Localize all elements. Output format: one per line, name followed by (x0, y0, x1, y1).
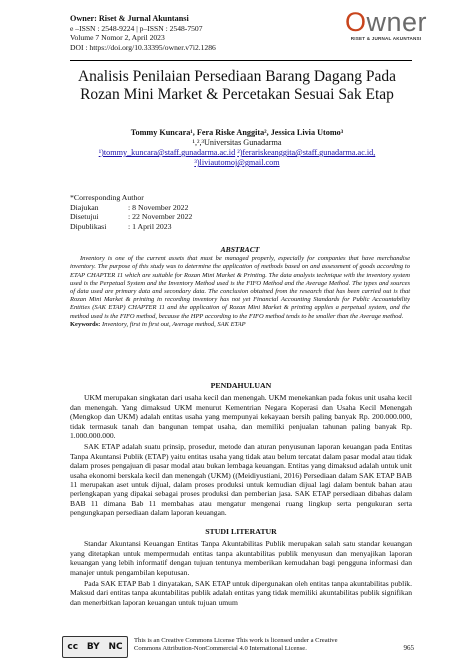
abstract-text: Inventory is one of the current assets that must be managed properly, especially for companies that have merchandise inventory. The purpose of this study was to determine the application of methods based on and assessment of goods according to ETAP CHAPTER 11 which are suitable for Rozan Mini Market & Printing. The data analysis technique with the inventory system used is the Perpetual System and the Inventory Method used is the FIFO Method and the Average Method. The types and sources of data used are primary data and secondary data. The conclusion obtained from the research that has been carried out is that Rozan Mini Market & printing in recording inventory has not yet Financial Accounting Standards for Public Accountability Entities (SAK ETAP) CHAPTER 11 and the application of Rozan Mini Market & printing applies a perpetual system, and the method used is the FIFO method, because the HPP according to the FIFO method tends to be smaller than the Average method. (70, 255, 410, 320)
correspondence-block (70, 193, 192, 231)
abstract-heading: ABSTRACT (220, 245, 260, 254)
author-email-3[interactable]: ³)liviautomoj@gmail.com (194, 158, 280, 167)
nc-icon: NC (108, 642, 123, 652)
affiliation: ¹,²,³Universitas Gunadarma (192, 138, 282, 147)
cc-icon: cc (67, 642, 79, 652)
page-footer (62, 634, 414, 658)
author-email-1[interactable]: ¹)tommy_kuncara@staff.gunadarma.ac.id (98, 148, 236, 157)
journal-header (70, 14, 216, 52)
date-row: Disetujui : 22 November 2022 (70, 212, 193, 222)
paragraph: UKM merupakan singkatan dari usaha kecil dan menengah. UKM menekankan pada fokus unit usaha kecil dan menengah. Yang dimaksud UKM menurut Kementrian Negara Koperasi dan Usaha Kecil Menengah (Mengkop dan UKM) adalah entitas usaha yang mempunyai kekayaan bersih paling banyak Rp. 200.000.000, tidak termasuk tanah dan bangunan tempat usaha, dan memiliki penjualan tahunan paling banyak Rp. 1.000.000.000. (70, 393, 412, 441)
paper-title: Analisis Penilaian Persediaan Barang Dagang Pada Rozan Mini Market & Percetakan Sesuai Sak Etap (77, 68, 397, 103)
journal-logo (338, 8, 434, 41)
logo-subtitle: RISET & JURNAL AKUNTANSI (350, 36, 422, 41)
doi-line: DOI : https://doi.org/10.33395/owner.v7i2.1286 (70, 42, 216, 52)
volume-line: Volume 7 Nomor 2, April 2023 (70, 33, 165, 43)
by-icon: BY (86, 642, 100, 652)
section-studi-literatur (70, 527, 412, 609)
author-block (60, 128, 414, 168)
abstract (70, 246, 410, 329)
date-row: Diajukan : 8 November 2022 (70, 202, 189, 212)
issn-line: e –ISSN : 2548-9224 | p–ISSN : 2548-7507 (70, 23, 203, 33)
date-row: Dipublikasi : 1 April 2023 (70, 221, 172, 231)
header-divider (70, 60, 412, 61)
page-number: 965 (403, 644, 414, 652)
keywords: Keywords: Inventory, first in first out, Average method, SAK ETAP (70, 320, 246, 328)
section-heading: PENDAHULUAN (210, 381, 272, 390)
corresponding-label: *Corresponding Author (70, 193, 144, 202)
license-text: This is an Creative Commons License This work is licensed under a Creative Commons Attribution-NonCommercial 4.0 International License. (134, 637, 338, 652)
journal-name: Owner: Riset & Jurnal Akuntansi (70, 14, 189, 23)
paragraph: Pada SAK ETAP Bab 1 dinyatakan, SAK ETAP untuk dipergunakan oleh entitas tanpa akuntabilitas publik. Maksud dari entitas tanpa akuntabilitas publik adalah entitas yang tidak memiliki akuntabilitas publik signifikan dan menerbitkan laporan keuangan untuk tujuan umum (70, 579, 412, 607)
section-pendahuluan (70, 381, 412, 520)
logo-o: O (344, 7, 367, 37)
paragraph: Standar Akuntansi Keuangan Entitas Tanpa Akuntabilitas Publik merupakan salah satu standar keuangan yang ditetapkan untuk mempermudah entitas tanpa akuntabilitas publik menyusun dan menyajikan laporan keuangan yang lebih informatif dengan tujuan tentunya memberikan kemudahan bagi pengguna informasi dan manajer untuk pengambilan keputusan. (70, 539, 412, 577)
section-heading: STUDI LITERATUR (205, 527, 277, 536)
author-email-2[interactable]: ²)ferariskeanggita@staff.gunadarma.ac.id, (237, 148, 376, 157)
logo-word: wner (366, 7, 428, 37)
paragraph: SAK ETAP adalah suatu prinsip, prosedur, metode dan aturan penyusunan laporan keuangan pada Entitas Tanpa Akuntansi Publik (ETAP) yaitu entitas usaha yang tidak atau belum tercatat dalam pasar modal atau tidak dalam proses pengajuan di pasar modal atau bukan lembaga keuangan. Entitas yang dimaksud adalah untuk unit usaha ekonomi berskala kecil dan menengah (UKM) ((Meidiyustiani, 2016) Persediaan dalam SAK ETAP BAB 11 merupakan aset untuk dijual, dalam proses produksi untuk kemudian dijual lagi dalam bentuk bahan atau perlengkapan yang dipakai sebagai proses produksi dan pemberian jasa. SAK ETAP persediaan dibahas dalam BAB 11 dimana Bab 11 membahas atau mengatur mengenai ruang lingkup serta pengukuran serta pengungkapan persediaan dalam laporan keuangan. (70, 442, 412, 518)
author-names: Tommy Kuncara¹, Fera Riske Anggita², Jessica Livia Utomo³ (130, 128, 344, 137)
cc-license-badge[interactable] (62, 636, 128, 658)
